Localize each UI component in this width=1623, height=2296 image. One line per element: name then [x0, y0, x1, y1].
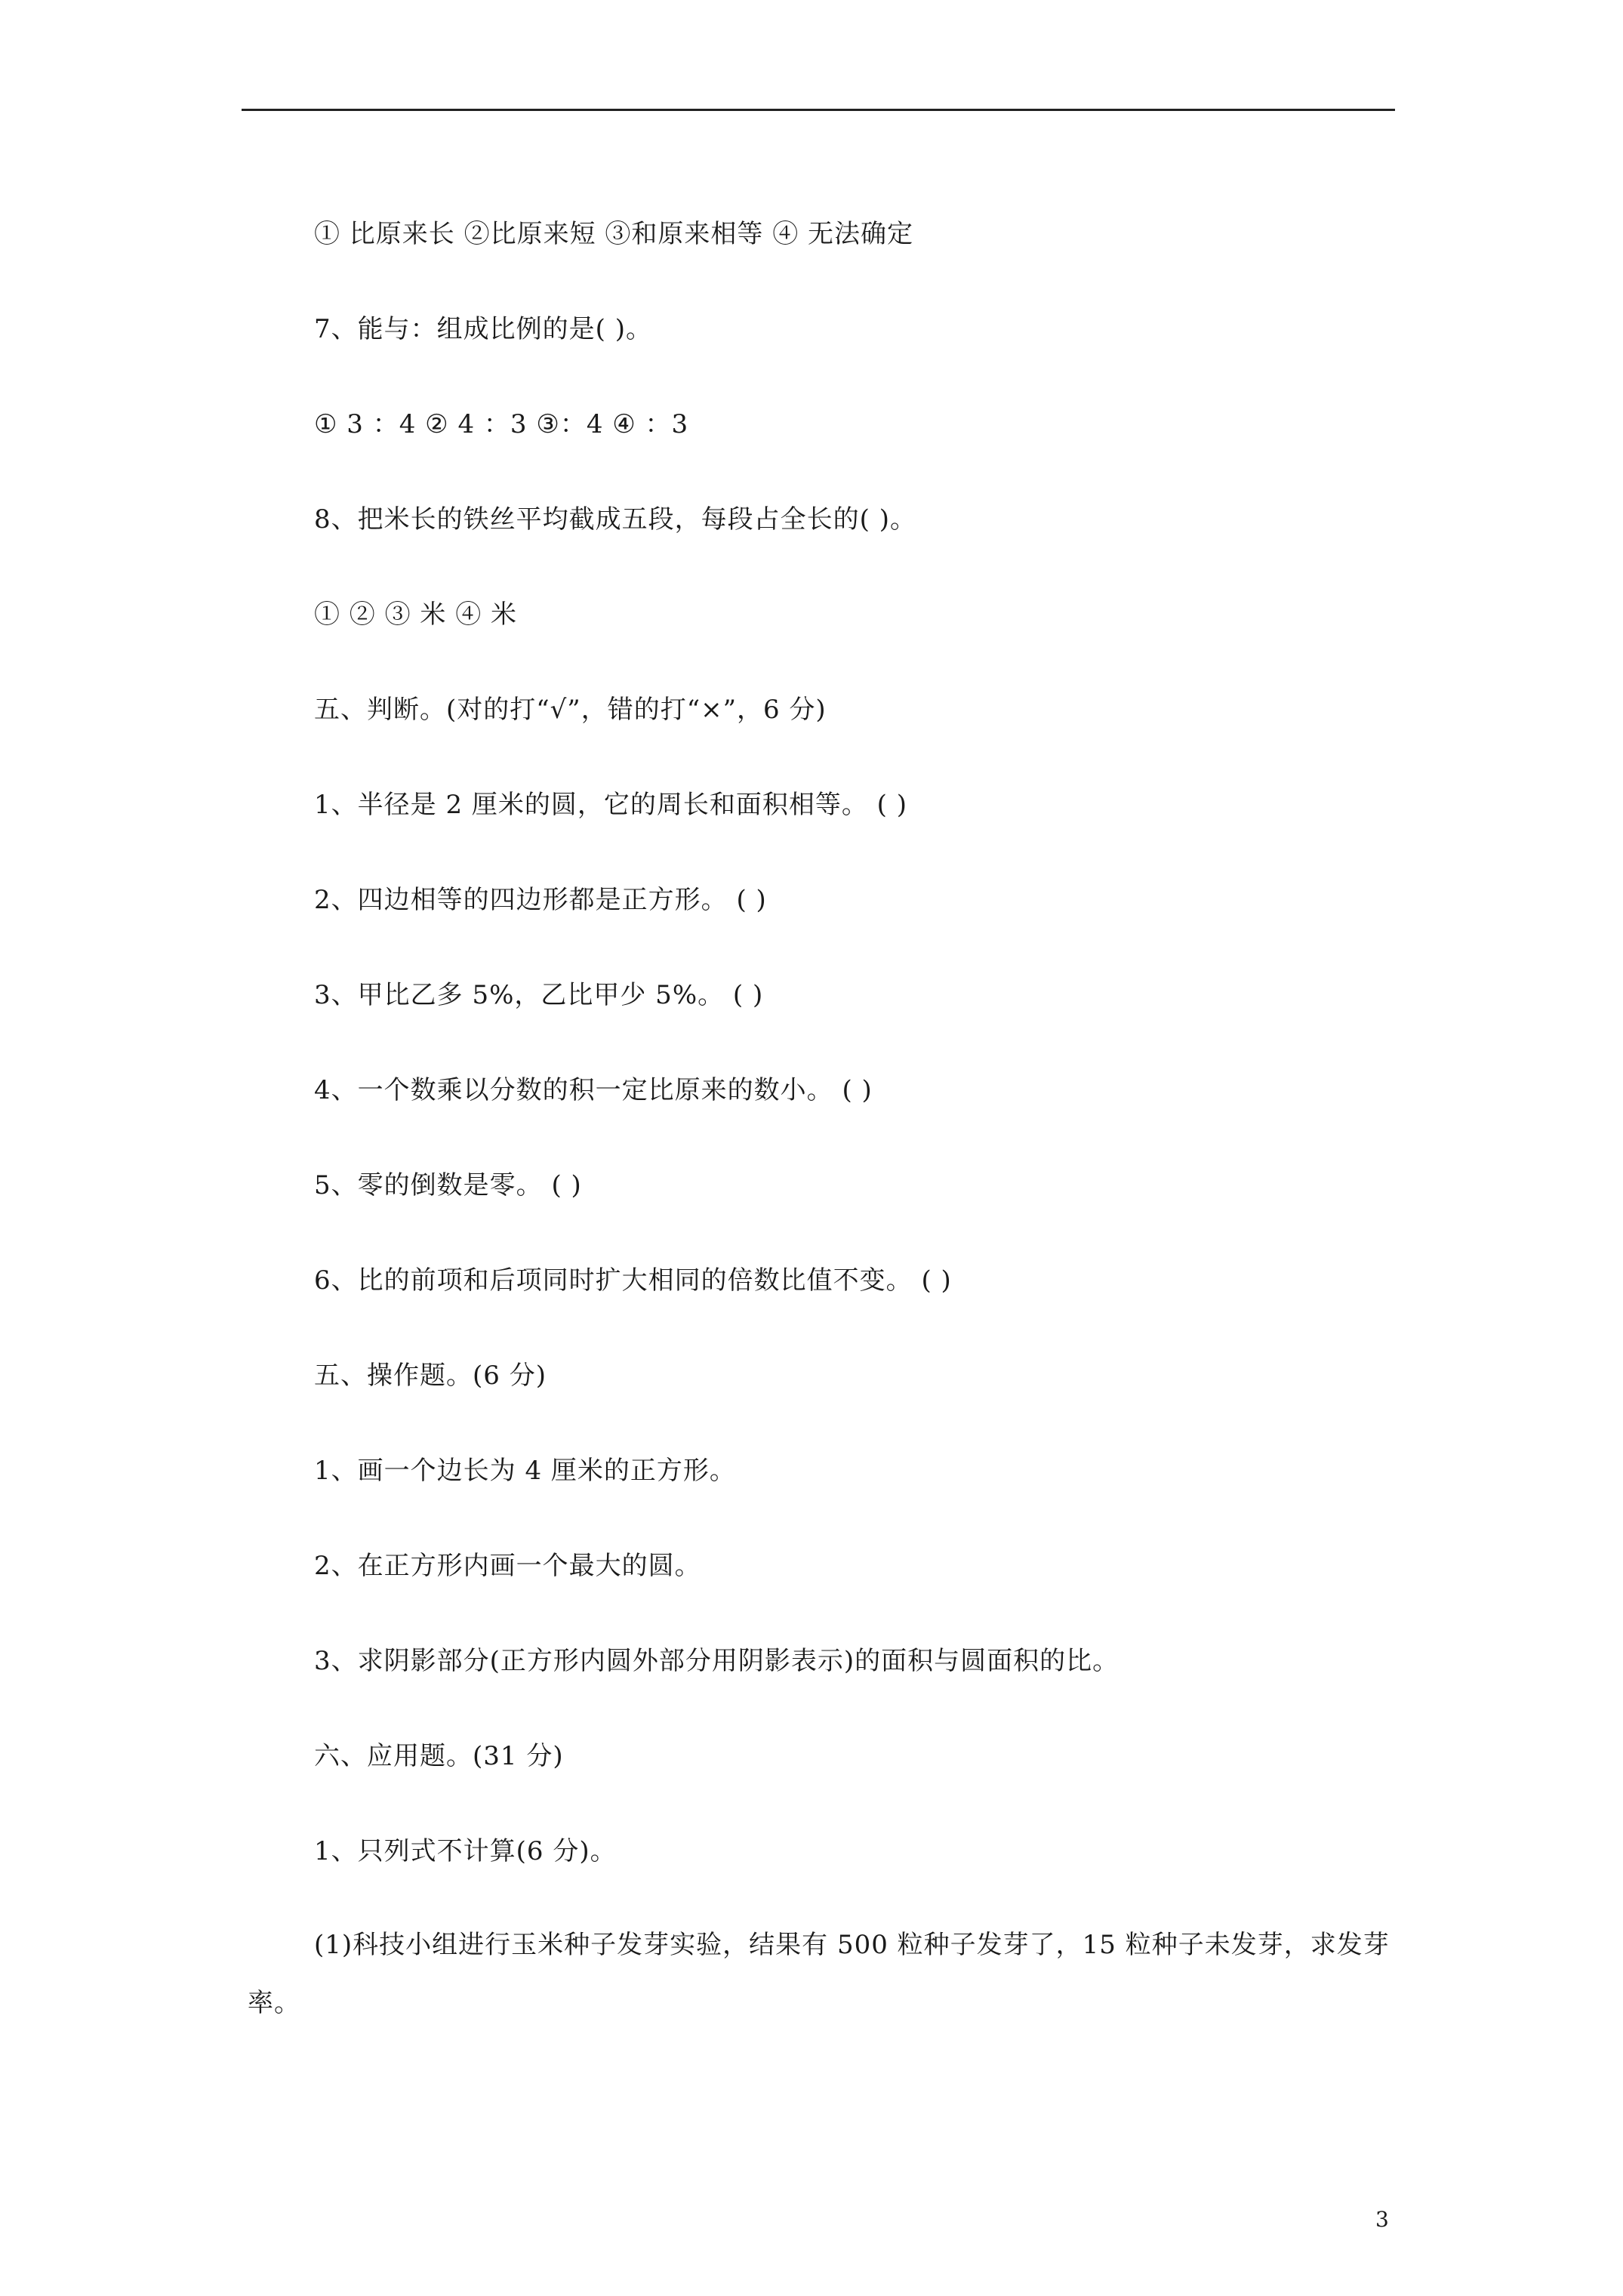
- judgment-item-3: 3、甲比乙多 5%，乙比甲少 5%。 ( ): [314, 980, 764, 1010]
- section-application-heading: 六、应用题。(31 分): [314, 1741, 564, 1771]
- judgment-item-2: 2、四边相等的四边形都是正方形。 ( ): [314, 885, 767, 915]
- judgment-item-4: 4、一个数乘以分数的积一定比原来的数小。 ( ): [314, 1075, 873, 1105]
- header-rule: [242, 109, 1395, 111]
- q6-options: ① 比原来长 ②比原来短 ③和原来相等 ④ 无法确定: [314, 219, 914, 249]
- judgment-item-6: 6、比的前项和后项同时扩大相同的倍数比值不变。 ( ): [314, 1265, 952, 1296]
- operation-item-1: 1、画一个边长为 4 厘米的正方形。: [314, 1456, 736, 1486]
- application-item-1: 1、只列式不计算(6 分)。: [314, 1836, 617, 1866]
- q8-options: ① ② ③ 米 ④ 米: [314, 599, 518, 630]
- q7-options: ① 3 ：4 ② 4 ：3 ③：4 ④ ：3: [314, 409, 689, 439]
- application-question-1: (1)科技小组进行玉米种子发芽实验，结果有 500 粒种子发芽了，15 粒种子未发芽，求发芽率。: [248, 1930, 1390, 2018]
- judgment-item-1: 1、半径是 2 厘米的圆，它的周长和面积相等。 ( ): [314, 790, 908, 820]
- judgment-item-5: 5、零的倒数是零。 ( ): [314, 1170, 582, 1200]
- section-operation-heading: 五、操作题。(6 分): [314, 1361, 547, 1391]
- q7-question: 7、能与：组成比例的是( )。: [314, 314, 652, 344]
- operation-item-3: 3、求阴影部分(正方形内圆外部分用阴影表示)的面积与圆面积的比。: [314, 1646, 1119, 1676]
- page-number: 3: [1375, 2207, 1389, 2232]
- operation-item-2: 2、在正方形内画一个最大的圆。: [314, 1551, 701, 1581]
- q8-question: 8、把米长的铁丝平均截成五段，每段占全长的( )。: [314, 504, 916, 535]
- section-judgment-heading: 五、判断。(对的打“√”，错的打“×”，6 分): [314, 695, 827, 725]
